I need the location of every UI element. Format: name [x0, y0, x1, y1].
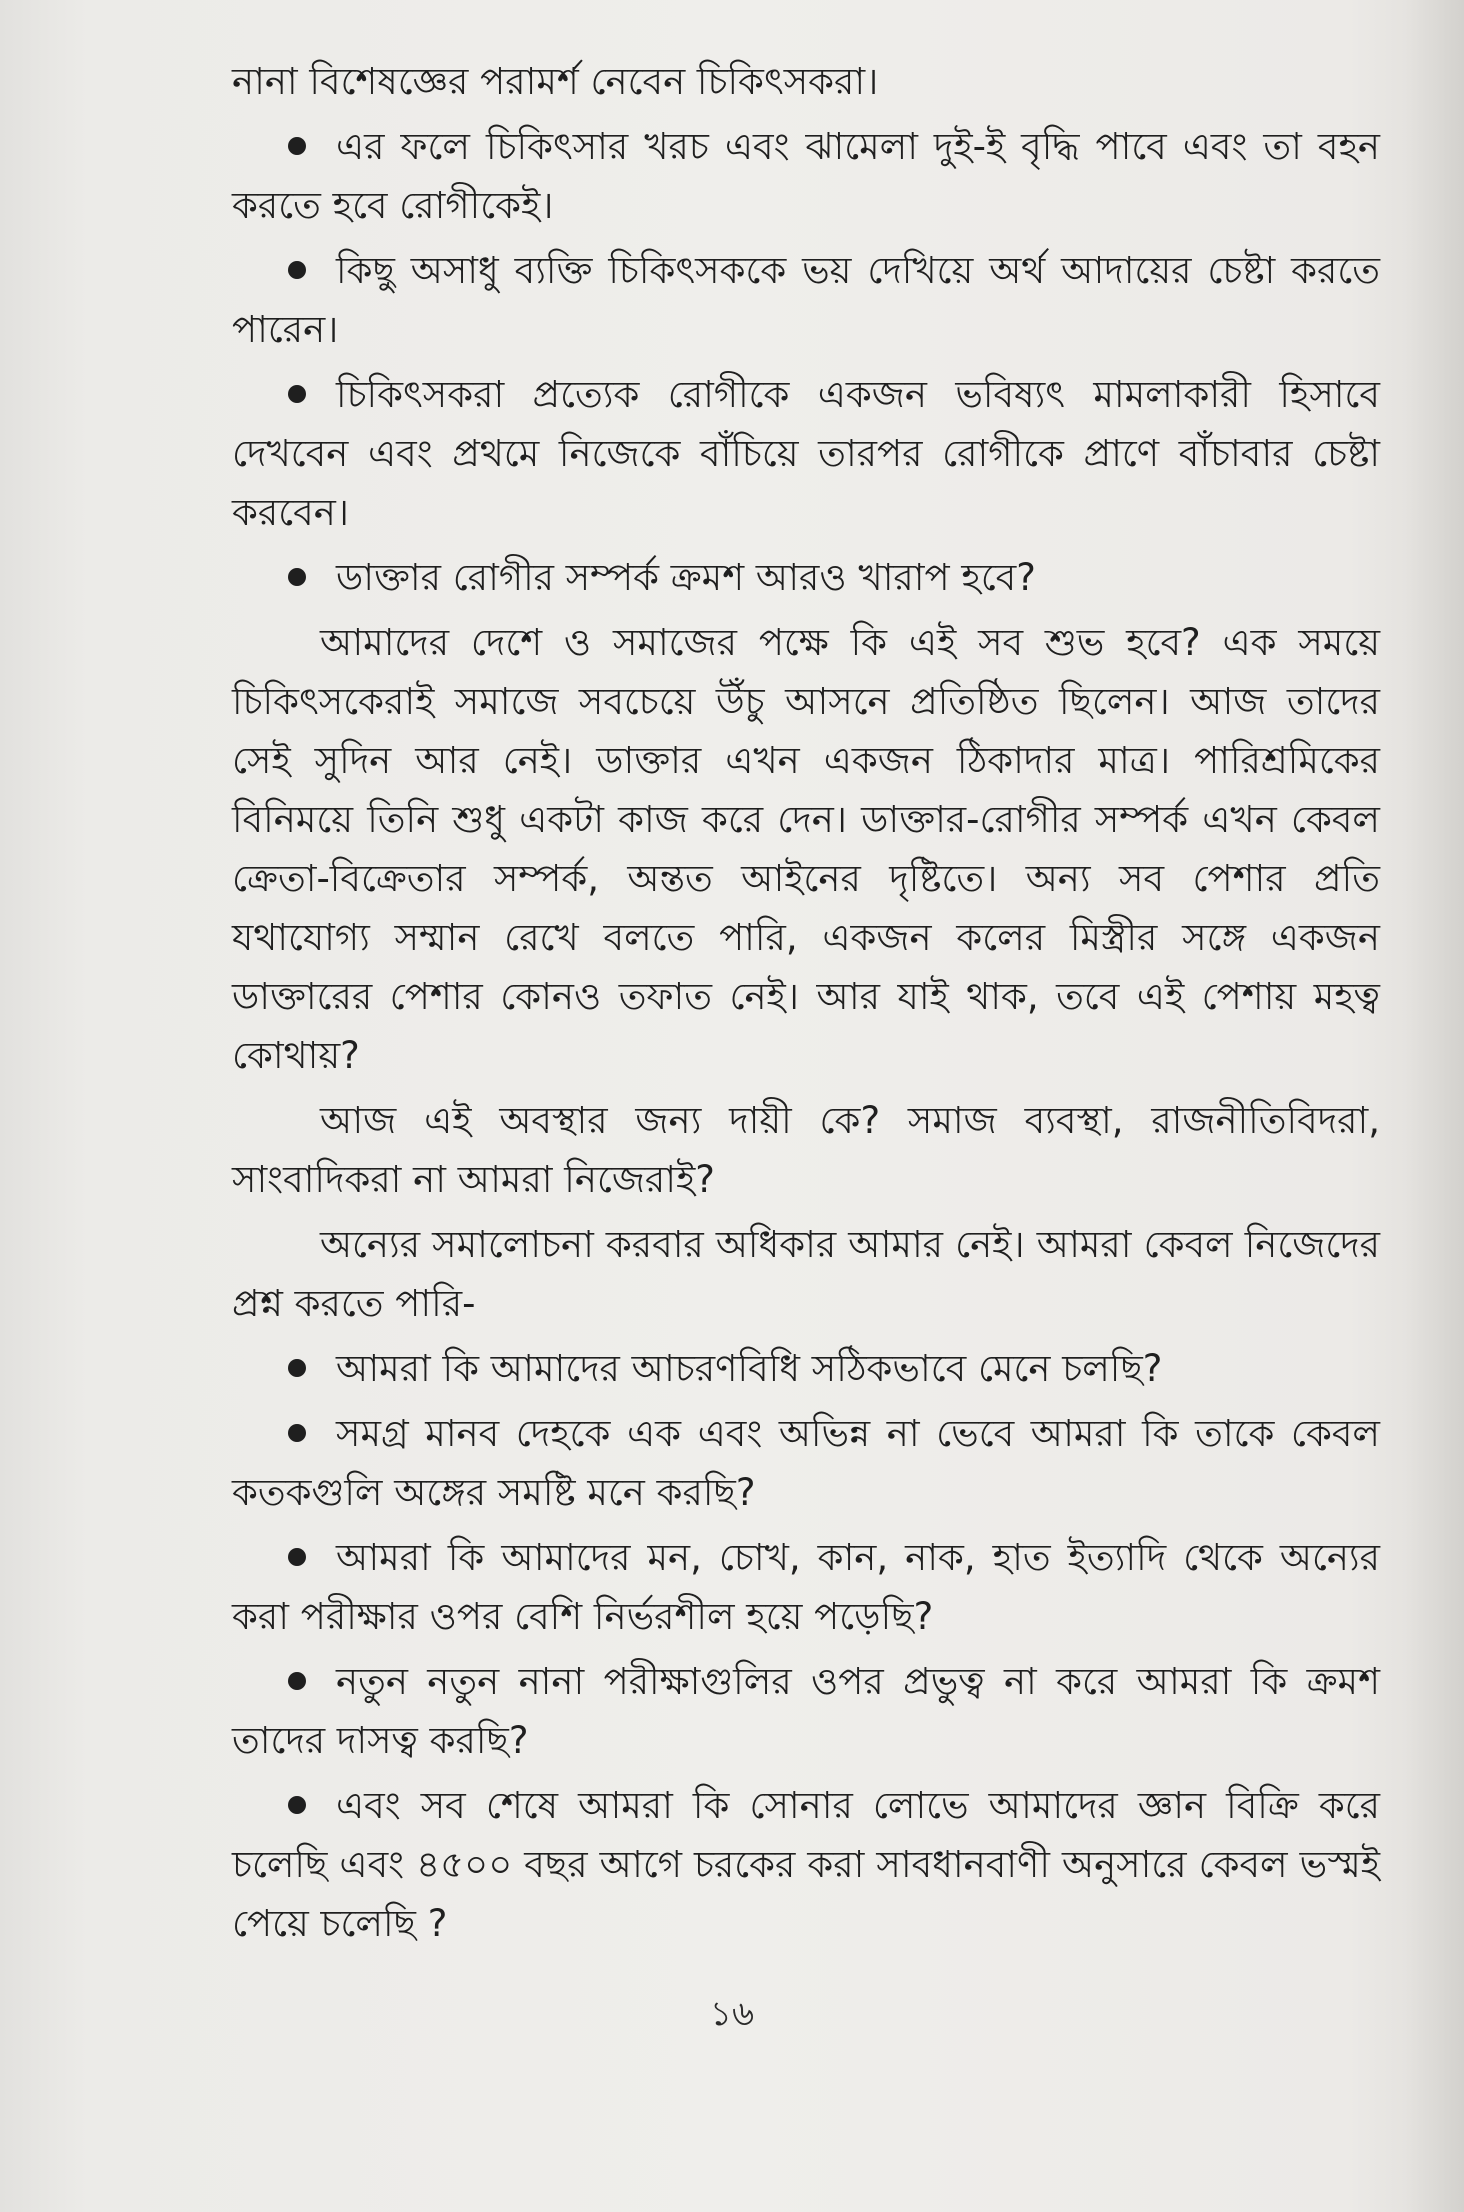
bullet-item: [232, 1652, 1380, 1770]
paragraph: আজ এই অবস্থার জন্য দায়ী কে? সমাজ ব্যবস্থা, রাজনীতিবিদরা, সাংবাদিকরা না আমরা নিজেরাই?: [232, 1099, 1380, 1201]
bullet-text: এবং সব শেষে আমরা কি সোনার লোভে আমাদের জ্ঞান বিক্রি করে চলেছি এবং ৪৫০০ বছর আগে চরকের করা সাবধানবাণী অনুসারে কেবল ভস্মই পেয়ে চলেছি ?: [232, 1784, 1380, 1945]
bullet-dot-icon: [288, 1548, 306, 1566]
bullet-dot-icon: [288, 1359, 306, 1377]
bullet-text: আমরা কি আমাদের মন, চোখ, কান, নাক, হাত ইত্যাদি থেকে অন্যের করা পরীক্ষার ওপর বেশি নির্ভরশীল হয়ে পড়েছি?: [232, 1536, 1380, 1638]
bullet-text: নতুন নতুন নানা পরীক্ষাগুলির ওপর প্রভুত্ব না করে আমরা কি ক্রমশ তাদের দাসত্ব করছি?: [232, 1660, 1380, 1762]
bullet-dot-icon: [288, 1796, 306, 1814]
page-number: ১৬: [709, 1994, 755, 2034]
body-text: [232, 52, 1380, 1959]
bullet-text: ডাক্তার রোগীর সম্পর্ক ক্রমশ আরও খারাপ হবে?: [336, 556, 1036, 599]
bullet-item: [232, 1404, 1380, 1522]
bullet-text: আমরা কি আমাদের আচরণবিধি সঠিকভাবে মেনে চলছি?: [336, 1347, 1163, 1390]
bullet-dot-icon: [288, 385, 306, 403]
bullet-text: সমগ্র মানব দেহকে এক এবং অভিন্ন না ভেবে আমরা কি তাকে কেবল কতকগুলি অঙ্গের সমষ্টি মনে করছি?: [232, 1412, 1380, 1514]
bullet-item: [232, 365, 1380, 542]
bullet-item: [232, 1776, 1380, 1953]
page-edge-shadow: [1404, 0, 1464, 2212]
bullet-item: [232, 241, 1380, 359]
paragraph-continuation: নানা বিশেষজ্ঞের পরামর্শ নেবেন চিকিৎসকরা।: [232, 60, 879, 103]
bullet-item: [232, 1528, 1380, 1646]
bullet-text: কিছু অসাধু ব্যক্তি চিকিৎসককে ভয় দেখিয়ে অর্থ আদায়ের চেষ্টা করতে পারেন।: [232, 249, 1380, 351]
paragraph: অন্যের সমালোচনা করবার অধিকার আমার নেই। আমরা কেবল নিজেদের প্রশ্ন করতে পারি-: [232, 1223, 1380, 1325]
bullet-text: চিকিৎসকরা প্রত্যেক রোগীকে একজন ভবিষ্যৎ মামলাকারী হিসাবে দেখবেন এবং প্রথমে নিজেকে বাঁচিয়ে তারপর রোগীকে প্রাণে বাঁচাবার চেষ্টা করবেন।: [232, 373, 1380, 534]
bullet-text: এর ফলে চিকিৎসার খরচ এবং ঝামেলা দুই-ই বৃদ্ধি পাবে এবং তা বহন করতে হবে রোগীকেই।: [232, 125, 1380, 227]
bullet-dot-icon: [288, 1672, 306, 1690]
bullet-dot-icon: [288, 137, 306, 155]
bullet-item: [232, 1339, 1380, 1398]
bullet-item: [232, 548, 1380, 607]
bullet-item: [232, 117, 1380, 235]
bullet-dot-icon: [288, 1424, 306, 1442]
bullet-dot-icon: [288, 261, 306, 279]
paragraph: আমাদের দেশে ও সমাজের পক্ষে কি এই সব শুভ হবে? এক সময়ে চিকিৎসকেরাই সমাজে সবচেয়ে উঁচু আসনে প্রতিষ্ঠিত ছিলেন। আজ তাদের সেই সুদিন আর নেই। ডাক্তার এখন একজন ঠিকাদার মাত্র। পারিশ্রমিকের বিনিময়ে তিনি শুধু একটা কাজ করে দেন। ডাক্তার-রোগীর সম্পর্ক এখন কেবল ক্রেতা-বিক্রেতার সম্পর্ক, অন্তত আইনের দৃষ্টিতে। অন্য সব পেশার প্রতি যথাযোগ্য সম্মান রেখে বলতে পারি, একজন কলের মিস্ত্রীর সঙ্গে একজন ডাক্তারের পেশার কোনও তফাত নেই। আর যাই থাক, তবে এই পেশায় মহত্ব কোথায়?: [232, 621, 1381, 1077]
bullet-dot-icon: [288, 568, 306, 586]
